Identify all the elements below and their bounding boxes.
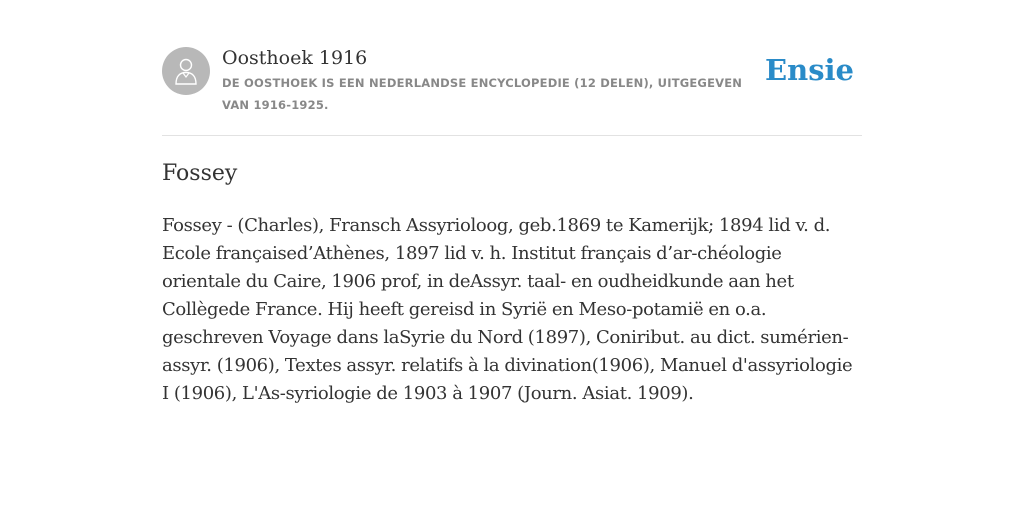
entry-body: Fossey - (Charles), Fransch Assyrioloog, geb.1869 te Kamerijk; 1894 lid v. d. Ecole françaised’Athènes, 1897 lid v. h. Institut français d’ar-chéologie orientale du Caire, 1906 prof, in deAssyr. taal- en oudheidkunde aan het Collègede France. Hij heeft gereisd in Syrië en Meso-potamië en o.a. geschreven Voyage dans laSyrie du Nord (1897), Coniribut. au dict. sumérien-assyr. (1906), Textes assyr. relatifs à la divination(1906), Manuel d'assyriologie I (1906), L'As-syriologie de 1903 à 1907 (Journ. Asiat. 1909). [162, 215, 853, 404]
user-silhouette-icon [174, 57, 198, 85]
source-description: DE OOSTHOEK IS EEN NEDERLANDSE ENCYCLOPEDIE (12 DELEN), UITGEGEVEN VAN 1916-1925. [222, 76, 743, 112]
source-title[interactable]: Oosthoek 1916 [222, 47, 368, 69]
source-header [162, 46, 862, 116]
brand-logo[interactable]: Ensie [765, 53, 854, 87]
divider [162, 135, 862, 136]
avatar[interactable] [162, 47, 210, 95]
entry-title: Fossey [162, 161, 238, 186]
